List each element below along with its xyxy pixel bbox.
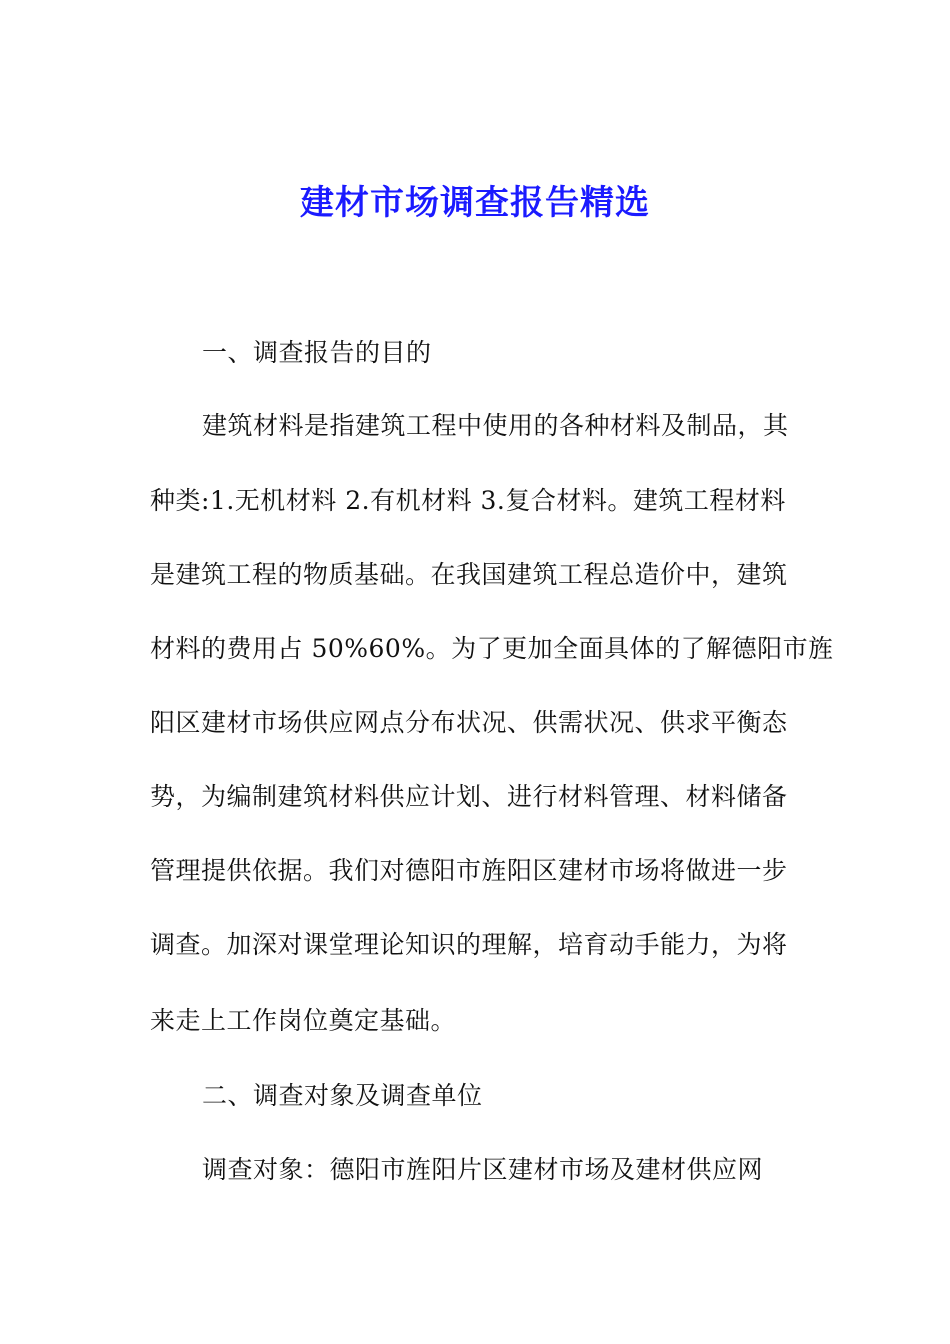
section-heading-purpose: 一、调查报告的目的 (202, 338, 432, 367)
paragraph-line: 材料的费用占 50%60%。为了更加全面具体的了解德阳市旌 (150, 634, 834, 663)
paragraph-line: 阳区建材市场供应网点分布状况、供需状况、供求平衡态 (150, 708, 788, 737)
paragraph-line: 势，为编制建筑材料供应计划、进行材料管理、材料储备 (150, 782, 788, 811)
paragraph-line: 是建筑工程的物质基础。在我国建筑工程总造价中，建筑 (150, 560, 788, 589)
document-title: 建材市场调查报告精选 (300, 183, 650, 223)
paragraph-line: 种类:1.无机材料 2.有机材料 3.复合材料。建筑工程材料 (150, 486, 786, 515)
paragraph-line: 调查。加深对课堂理论知识的理解，培育动手能力，为将 (150, 930, 788, 959)
paragraph-line: 来走上工作岗位奠定基础。 (150, 1006, 457, 1035)
paragraph-line: 管理提供依据。我们对德阳市旌阳区建材市场将做进一步 (150, 856, 788, 885)
section-heading-subjects: 二、调查对象及调查单位 (202, 1081, 483, 1110)
paragraph-line: 建筑材料是指建筑工程中使用的各种材料及制品，其 (202, 411, 789, 440)
paragraph-line: 调查对象：德阳市旌阳片区建材市场及建材供应网 (202, 1155, 764, 1184)
